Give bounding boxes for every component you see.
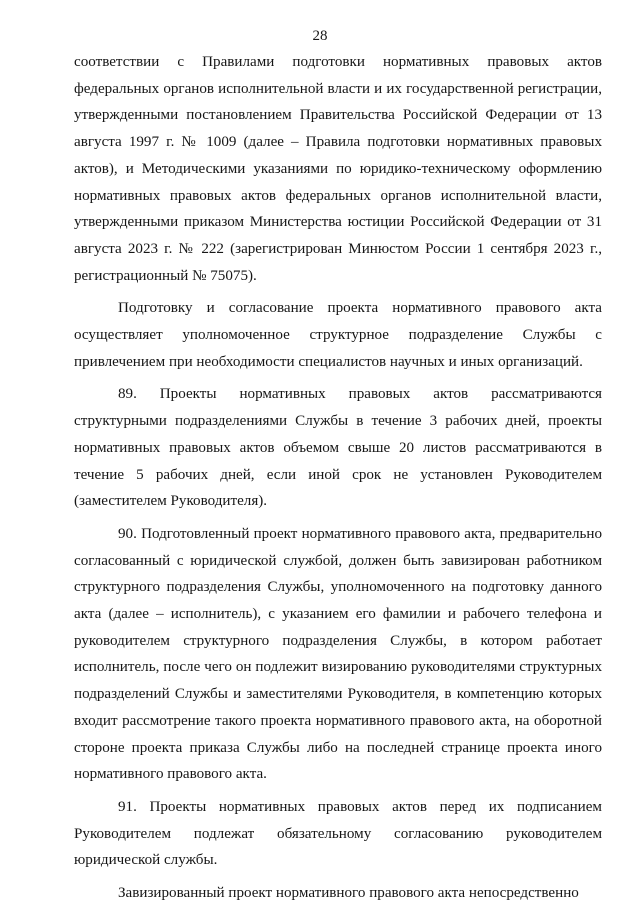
page-number: 28	[312, 28, 328, 44]
paragraph-vised-draft: Завизированный проект нормативного правового акта непосредственно	[118, 885, 579, 902]
paragraph-90: 90. Подготовленный проект нормативного правового акта, предварительно согласованный с юридической службой, должен быть завизирован работником структурного подразделения Службы, уполномоченного на подготовку данного акта (далее – исполнитель), с указанием его фамилии и рабочего телефона и руководителем структурного подразделения Службы, в котором работает исполнитель, после чего он подлежит визированию руководителями структурных подразделений Службы и заместителями Руководителя, в компетенцию которых входит рассмотрение такого проекта нормативного правового акта, на оборотной стороне проекта приказа Службы либо на последней странице проекта иного нормативного правового акта.	[74, 525, 602, 783]
paragraph-89: 89. Проекты нормативных правовых актов рассматриваются структурными подразделениями Службы в течение 3 рабочих дней, проекты нормативных правовых актов объемом свыше 20 листов рассматриваются в течение 5 рабочих дней, если иной срок не установлен Руководителем (заместителем Руководителя).	[74, 386, 602, 510]
paragraph-continuation: соответствии с Правилами подготовки нормативных правовых актов федеральных органов исполнительной власти и их государственной регистрации, утвержденными постановлением Правительства Российской Федерации от 13 августа 1997 г. № 1009 (далее – Правила подготовки нормативных правовых актов), и Методическими указаниями по юридико-техническому оформлению нормативных правовых актов федеральных органов исполнительной власти, утвержденными приказом Министерства юстиции Российской Федерации от 31 августа 2023 г. № 222 (зарегистрирован Минюстом России 1 сентября 2023 г., регистрационный № 75075).	[74, 54, 602, 284]
body-text	[74, 49, 602, 913]
paragraph-91: 91. Проекты нормативных правовых актов перед их подписанием Руководителем подлежат обязательному согласованию руководителем юридической службы.	[74, 798, 602, 869]
paragraph-preparation-approval: Подготовку и согласование проекта нормативного правового акта осуществляет уполномоченное структурное подразделение Службы с привлечением при необходимости специалистов научных и иных организаций.	[74, 300, 602, 370]
